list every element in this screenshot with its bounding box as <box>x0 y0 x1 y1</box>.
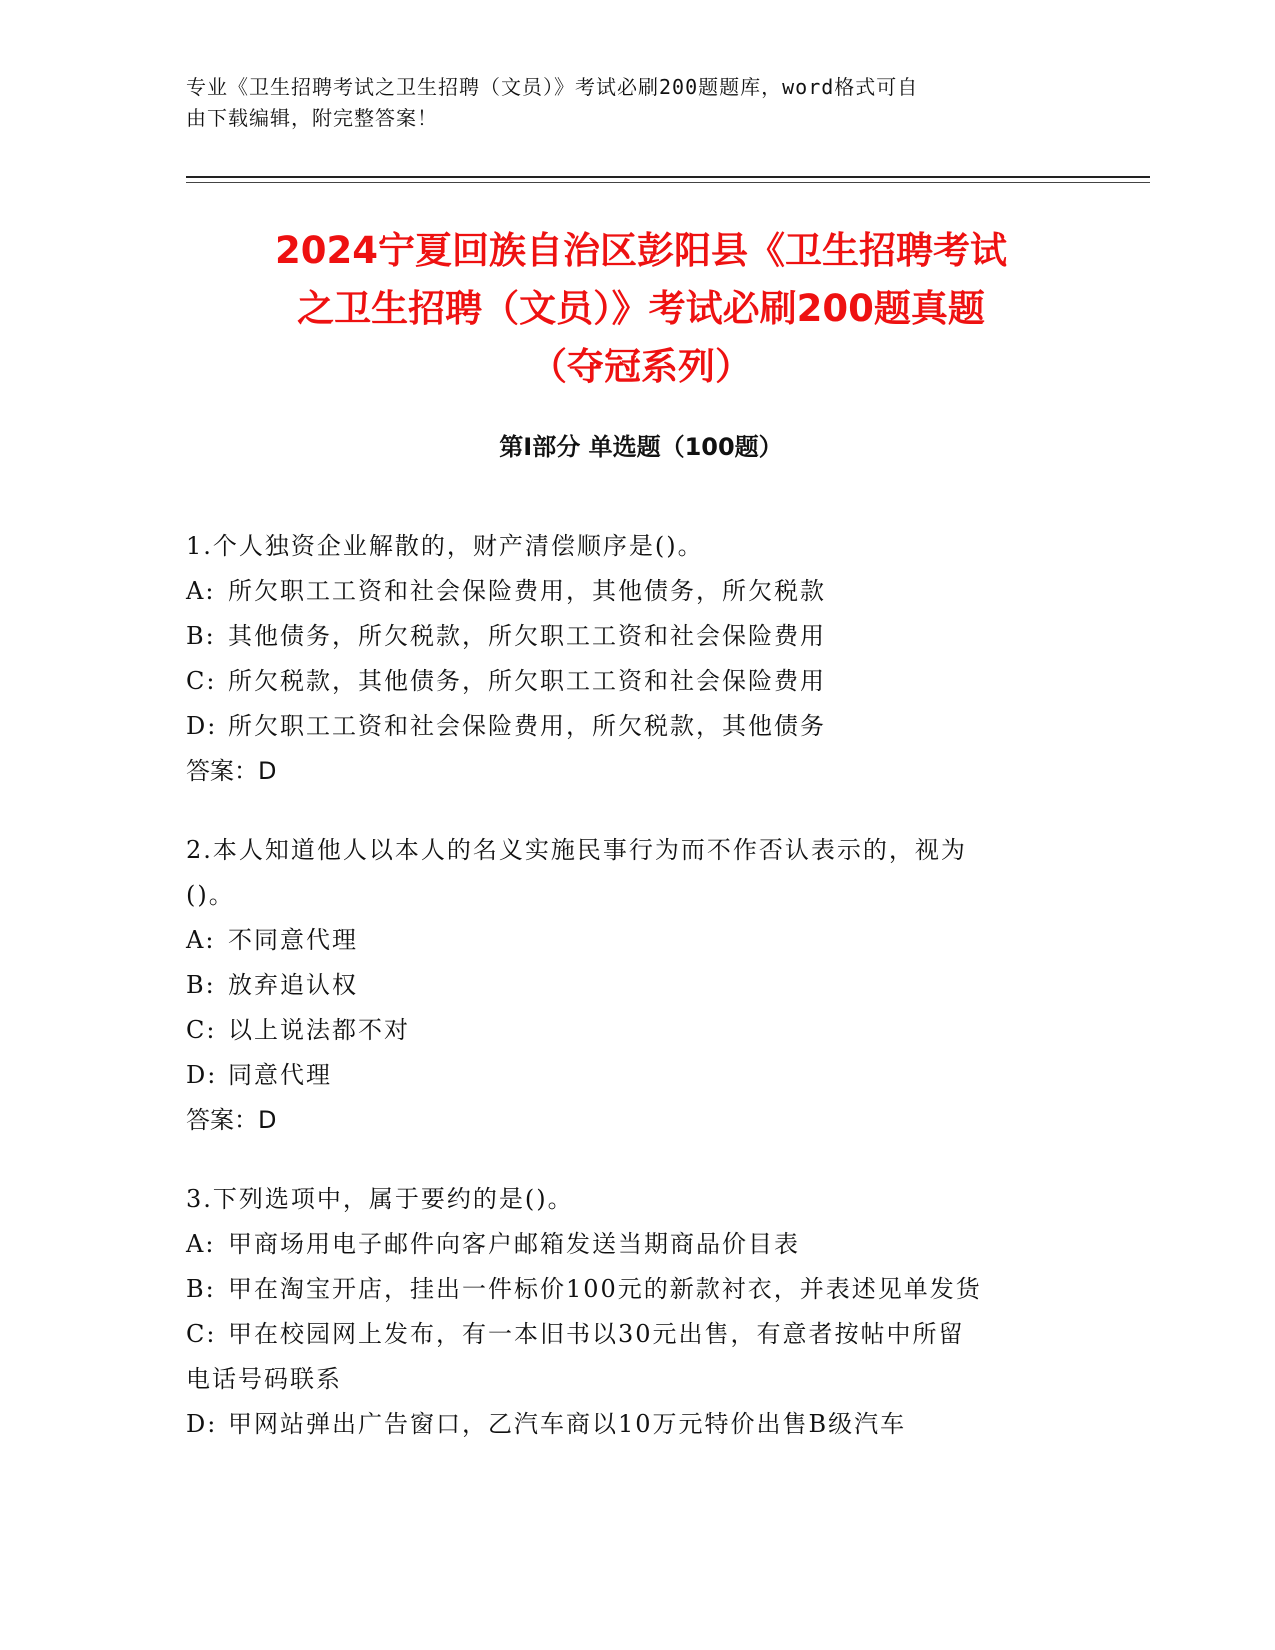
option-key: D: <box>186 1061 218 1089</box>
option-c <box>186 659 1066 704</box>
option-text: 所欠税款，其他债务，所欠职工工资和社会保险费用 <box>228 667 826 695</box>
question-item <box>186 1177 1066 1447</box>
header-note <box>186 72 1066 134</box>
option-d <box>186 1053 1066 1098</box>
question-stem: 2.本人知道他人以本人的名义实施民事行为而不作否认表示的，视为 <box>186 836 967 864</box>
question-stem: 1.个人独资企业解散的，财产清偿顺序是()。 <box>186 532 704 560</box>
option-c-continued: 电话号码联系 <box>186 1365 342 1393</box>
option-b <box>186 963 1066 1008</box>
option-a <box>186 918 1066 963</box>
title-line: （夺冠系列） <box>530 345 752 388</box>
question-list <box>186 524 1066 1481</box>
option-b <box>186 614 1066 659</box>
header-rule-thin <box>186 182 1150 183</box>
header-note-line: 专业《卫生招聘考试之卫生招聘（文员）》考试必刷200题题库，word格式可自 <box>186 75 919 99</box>
option-text: 同意代理 <box>228 1061 332 1089</box>
option-key: A: <box>186 1230 216 1258</box>
option-text: 甲在校园网上发布，有一本旧书以30元出售，有意者按帖中所留 <box>228 1320 965 1348</box>
option-text: 甲商场用电子邮件向客户邮箱发送当期商品价目表 <box>228 1230 800 1258</box>
question-item <box>186 524 1066 794</box>
option-key: A: <box>186 577 216 605</box>
option-text: 以上说法都不对 <box>228 1016 410 1044</box>
option-key: C: <box>186 667 217 695</box>
document-title <box>186 222 1096 396</box>
question-item <box>186 828 1066 1143</box>
option-text: 甲在淘宝开店，挂出一件标价100元的新款衬衣，并表述见单发货 <box>228 1275 982 1303</box>
header-rule-thick <box>186 176 1150 178</box>
option-b <box>186 1267 1066 1312</box>
question-stem: 3.下列选项中，属于要约的是()。 <box>186 1185 574 1213</box>
option-text: 所欠职工工资和社会保险费用，其他债务，所欠税款 <box>228 577 826 605</box>
option-text: 所欠职工工资和社会保险费用，所欠税款，其他债务 <box>228 712 826 740</box>
option-text: 不同意代理 <box>228 926 358 954</box>
option-key: B: <box>186 622 216 650</box>
option-text: 甲网站弹出广告窗口，乙汽车商以10万元特价出售B级汽车 <box>228 1410 907 1438</box>
header-note-line: 由下载编辑，附完整答案！ <box>186 106 438 130</box>
option-text: 其他债务，所欠税款，所欠职工工资和社会保险费用 <box>228 622 826 650</box>
option-a <box>186 1222 1066 1267</box>
title-line: 之卫生招聘（文员）》考试必刷200题真题 <box>297 287 985 330</box>
option-d <box>186 1402 1066 1447</box>
option-key: C: <box>186 1320 217 1348</box>
option-key: D: <box>186 712 218 740</box>
answer-label: 答案：D <box>186 757 277 785</box>
option-key: B: <box>186 1275 216 1303</box>
option-key: D: <box>186 1410 218 1438</box>
title-line: 2024宁夏回族自治区彭阳县《卫生招聘考试 <box>275 229 1007 272</box>
answer-label: 答案：D <box>186 1106 277 1134</box>
option-c <box>186 1008 1066 1053</box>
question-stem-continued: ()。 <box>186 881 235 909</box>
option-key: A: <box>186 926 216 954</box>
option-key: C: <box>186 1016 217 1044</box>
section-heading: 第Ⅰ部分 单选题（100题） <box>499 433 783 461</box>
option-a <box>186 569 1066 614</box>
option-d <box>186 704 1066 749</box>
option-c <box>186 1312 1066 1357</box>
option-key: B: <box>186 971 216 999</box>
option-text: 放弃追认权 <box>228 971 358 999</box>
